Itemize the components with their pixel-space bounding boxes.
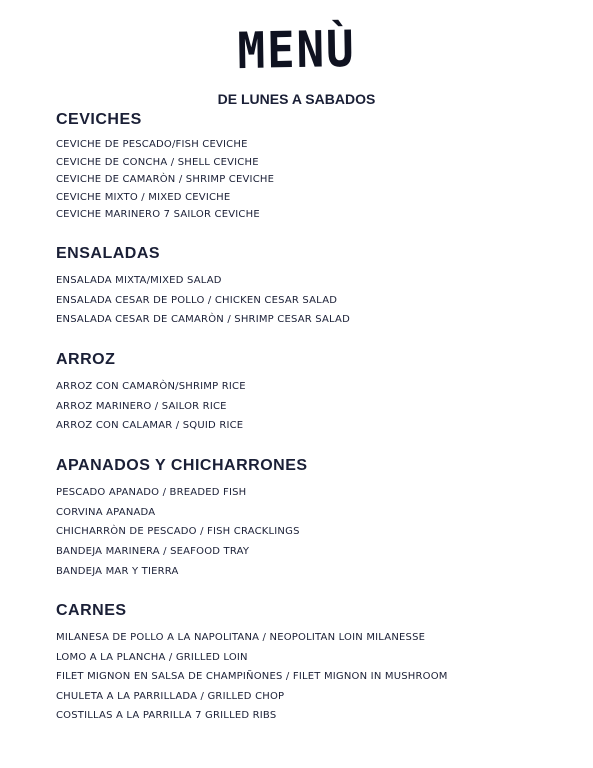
item-list — [56, 628, 448, 726]
section-ceviches — [56, 110, 274, 224]
menu-item: BANDEJA MARINERA / SEAFOOD TRAY — [56, 546, 250, 558]
menu-item: ENSALADA MIXTA/MIXED SALAD — [56, 275, 222, 286]
menu-item: ARROZ CON CALAMAR / SQUID RICE — [56, 420, 244, 431]
item-list — [56, 271, 350, 330]
section-heading: ENSALADAS — [56, 245, 161, 262]
section-arroz — [56, 350, 246, 436]
section-heading: APANADOS Y CHICHARRONES — [56, 457, 308, 474]
menu-item: CEVICHE DE CAMARÒN / SHRIMP CEVICHE — [56, 174, 275, 185]
item-list — [56, 136, 274, 224]
menu-item: MILANESA DE POLLO A LA NAPOLITANA / NEOPOLITAN LOIN MILANESSE — [56, 632, 426, 643]
section-apanados — [56, 456, 308, 582]
menu-item: ENSALADA CESAR DE POLLO / CHICKEN CESAR SALAD — [56, 294, 338, 306]
section-heading: CEVICHES — [56, 111, 142, 128]
item-list — [56, 483, 308, 582]
menu-item: FILET MIGNON EN SALSA DE CHAMPIÑONES / FILET MIGNON IN MUSHROOM — [56, 671, 448, 682]
menu-item: CHICHARRÒN DE PESCADO / FISH CRACKLINGS — [56, 526, 300, 538]
item-list — [56, 377, 246, 436]
menu-item: ARROZ CON CAMARÒN/SHRIMP RICE — [56, 381, 246, 392]
menu-item: COSTILLAS A LA PARRILLA 7 GRILLED RIBS — [56, 710, 277, 721]
section-carnes — [56, 601, 448, 726]
menu-title: MENÙ — [236, 19, 357, 81]
menu-item: BANDEJA MAR Y TIERRA — [56, 565, 179, 577]
menu-item: ENSALADA CESAR DE CAMARÒN / SHRIMP CESAR SALAD — [56, 314, 350, 325]
menu-item: CEVICHE MARINERO 7 SAILOR CEVICHE — [56, 209, 260, 220]
menu-subtitle: DE LUNES A SABADOS — [217, 91, 376, 107]
menu-item: CEVICHE DE CONCHA / SHELL CEVICHE — [56, 156, 259, 168]
section-heading: CARNES — [56, 602, 127, 619]
menu-item: CEVICHE DE PESCADO/FISH CEVICHE — [56, 139, 248, 150]
section-ensaladas — [56, 244, 350, 330]
menu-item: CORVINA APANADA — [56, 506, 156, 518]
menu-item: ARROZ MARINERO / SAILOR RICE — [56, 400, 227, 412]
menu-item: CHULETA A LA PARRILLADA / GRILLED CHOP — [56, 690, 285, 702]
menu-item: LOMO A LA PLANCHA / GRILLED LOIN — [56, 651, 248, 663]
menu-item: CEVICHE MIXTO / MIXED CEVICHE — [56, 191, 231, 203]
menu-item: PESCADO APANADO / BREADED FISH — [56, 487, 247, 498]
section-heading: ARROZ — [56, 351, 116, 368]
